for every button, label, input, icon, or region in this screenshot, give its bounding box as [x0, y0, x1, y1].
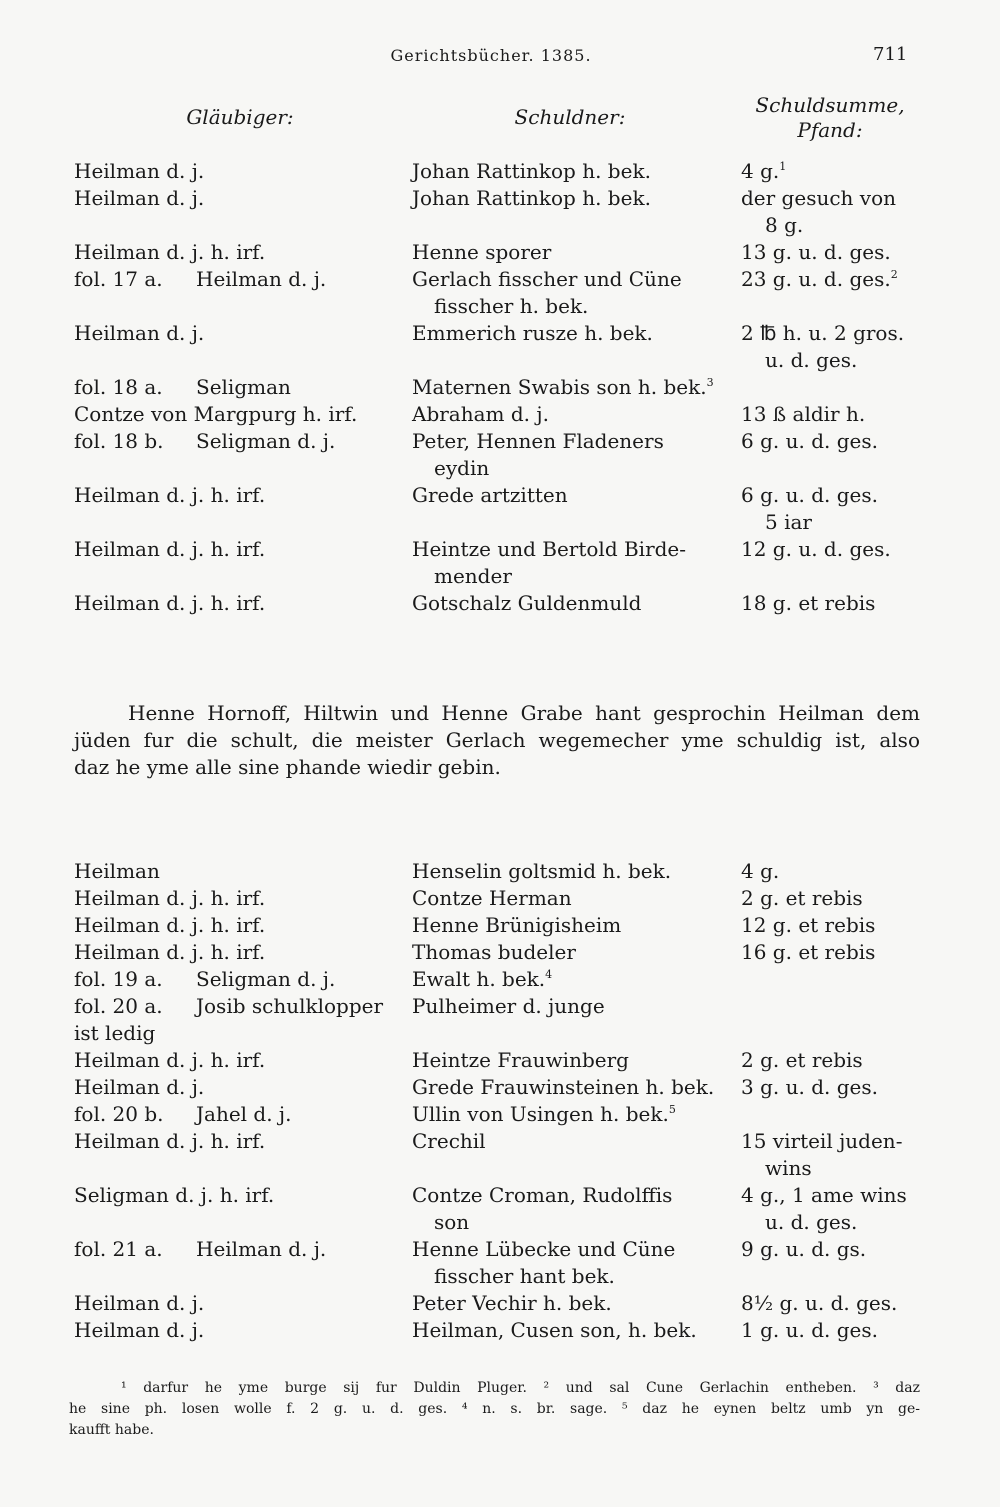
creditor-cell	[74, 1128, 404, 1155]
creditor-text: Heilman d. j. h. irf.	[74, 591, 266, 615]
table-row	[0, 1290, 1000, 1317]
debtor-text: Peter, Hennen Fladeners	[412, 429, 664, 453]
column-head-schuldsumme-line1: Schuldsumme,	[755, 93, 905, 117]
debtor-text: son	[434, 1210, 470, 1234]
amount-cell	[741, 885, 941, 912]
footnote-marker: 1	[779, 160, 787, 173]
debtor-cell	[412, 993, 732, 1020]
amount-cell	[741, 1047, 941, 1074]
debtor-text: Johan Rattinkop h. bek.	[412, 159, 651, 183]
creditor-cell	[74, 482, 404, 509]
table-row	[0, 1317, 1000, 1344]
table-row	[0, 158, 1000, 185]
folio-reference: fol. 20 a.	[74, 994, 163, 1018]
amount-cell	[741, 1074, 941, 1101]
amount-cell	[741, 939, 941, 966]
folio-reference: fol. 18 b.	[74, 429, 164, 453]
amount-cell	[741, 536, 941, 563]
debtor-cell	[412, 1182, 732, 1236]
debtor-text: Henne sporer	[412, 240, 552, 264]
creditor-text: Josib schulklopper	[196, 994, 384, 1018]
creditor-text: Seligman	[196, 375, 291, 399]
debtor-text: Ewalt h. bek.	[412, 967, 546, 991]
footnote-line: kaufft habe.	[69, 1422, 154, 1438]
creditor-cell	[74, 536, 404, 563]
debtor-text: fisscher h. bek.	[434, 294, 589, 318]
debtor-text: Maternen Swabis son h. bek.	[412, 375, 707, 399]
amount-cell	[741, 1290, 941, 1317]
creditor-text: Heilman d. j.	[196, 267, 327, 291]
debtor-text: Emmerich rusze h. bek.	[412, 321, 653, 345]
ledger-table-2	[0, 858, 1000, 1344]
debtor-cell	[412, 1047, 732, 1074]
creditor-text: Heilman d. j. h. irf.	[74, 240, 266, 264]
debtor-text: Henne Lübecke und Cüne	[412, 1237, 676, 1261]
creditor-text: Heilman d. j. h. irf.	[74, 913, 266, 937]
paragraph-line: daz he yme alle sine phande wiedir gebin.	[74, 755, 501, 779]
debtor-text: Gotschalz Guldenmuld	[412, 591, 642, 615]
table-row	[0, 1074, 1000, 1101]
court-entry-paragraph	[74, 700, 920, 781]
table-row	[0, 1101, 1000, 1128]
footnotes	[69, 1378, 920, 1441]
debtor-cell	[412, 401, 732, 428]
creditor-text: Jahel d. j.	[196, 1102, 292, 1126]
folio-reference: fol. 19 a.	[74, 967, 163, 991]
creditor-cell	[74, 266, 404, 293]
debtor-text: Pulheimer d. junge	[412, 994, 605, 1018]
creditor-cell	[74, 885, 404, 912]
creditor-cell	[74, 939, 404, 966]
creditor-text: Heilman d. j.	[74, 1075, 205, 1099]
amount-cell	[741, 185, 941, 239]
debtor-text: fisscher hant bek.	[434, 1264, 615, 1288]
table-row	[0, 1128, 1000, 1182]
table-row	[0, 482, 1000, 536]
amount-text: 1 g. u. d. ges.	[741, 1318, 878, 1342]
footnote-marker: 2	[890, 268, 898, 281]
table-row	[0, 1182, 1000, 1236]
debtor-cell	[412, 158, 732, 185]
table-row	[0, 266, 1000, 320]
table-row	[0, 590, 1000, 617]
amount-text: 13 g. u. d. ges.	[741, 240, 891, 264]
amount-cell	[741, 482, 941, 536]
table-row	[0, 320, 1000, 374]
folio-reference: fol. 18 a.	[74, 375, 163, 399]
debtor-cell	[412, 185, 732, 212]
creditor-text: Heilman d. j.	[74, 1318, 205, 1342]
amount-text: 13 ß aldir h.	[741, 402, 866, 426]
amount-cell	[741, 1317, 941, 1344]
debtor-text: Heilman, Cusen son, h. bek.	[412, 1318, 697, 1342]
creditor-text: Seligman d. j.	[196, 429, 336, 453]
amount-text: 6 g. u. d. ges.	[741, 429, 878, 453]
table-row	[0, 885, 1000, 912]
amount-cell	[741, 266, 941, 293]
creditor-cell	[74, 401, 404, 428]
debtor-cell	[412, 428, 732, 482]
amount-cell	[741, 401, 941, 428]
amount-text: 5 iar	[765, 510, 812, 534]
creditor-text: Heilman d. j. h. irf.	[74, 1048, 266, 1072]
amount-cell	[741, 1128, 941, 1182]
creditor-cell	[74, 374, 404, 401]
table-row	[0, 939, 1000, 966]
amount-text: 4 g.	[741, 859, 780, 883]
debtor-text: Henselin goltsmid h. bek.	[412, 859, 672, 883]
ledger-table-1	[0, 158, 1000, 617]
debtor-text: Heintze und Bertold Birde-	[412, 537, 687, 561]
creditor-cell	[74, 1236, 404, 1263]
table-row	[0, 536, 1000, 590]
column-head-schuldsumme	[730, 93, 930, 143]
amount-text: 8 g.	[765, 213, 804, 237]
footnote-marker: 3	[706, 376, 714, 389]
debtor-text: eydin	[434, 456, 490, 480]
running-title: Gerichtsbücher. 1385.	[390, 46, 592, 65]
amount-text: wins	[765, 1156, 812, 1180]
debtor-cell	[412, 966, 732, 993]
debtor-cell	[412, 858, 732, 885]
creditor-text: Seligman d. j.	[196, 967, 336, 991]
table-row	[0, 993, 1000, 1047]
table-row	[0, 239, 1000, 266]
table-row	[0, 912, 1000, 939]
amount-text: 3 g. u. d. ges.	[741, 1075, 878, 1099]
page-number: 711	[873, 44, 908, 65]
amount-text: 4 g.	[741, 159, 780, 183]
creditor-cell	[74, 158, 404, 185]
amount-text: 6 g. u. d. ges.	[741, 483, 878, 507]
amount-text: 12 g. u. d. ges.	[741, 537, 891, 561]
debtor-cell	[412, 320, 732, 347]
amount-cell	[741, 912, 941, 939]
amount-text: 2 ℔ h. u. 2 gros.	[741, 321, 905, 345]
table-row	[0, 858, 1000, 885]
folio-reference: fol. 17 a.	[74, 267, 163, 291]
creditor-text: Heilman d. j. h. irf.	[74, 940, 266, 964]
debtor-cell	[412, 482, 732, 509]
creditor-text: Heilman d. j.	[74, 1291, 205, 1315]
debtor-cell	[412, 885, 732, 912]
column-head-glaeubiger: Gläubiger:	[186, 105, 294, 129]
creditor-text: Heilman d. j. h. irf.	[74, 886, 266, 910]
amount-text: 23 g. u. d. ges.	[741, 267, 891, 291]
creditor-cell	[74, 185, 404, 212]
debtor-text: Johan Rattinkop h. bek.	[412, 186, 651, 210]
table-row	[0, 1236, 1000, 1290]
creditor-cell	[74, 1047, 404, 1074]
debtor-text: Ullin von Usingen h. bek.	[412, 1102, 669, 1126]
debtor-cell	[412, 590, 732, 617]
footnote-line: ¹ darfur he yme burge sij fur Duldin Pluger. ² und sal Cune Gerlachin entheben. ³ daz	[121, 1380, 920, 1396]
debtor-cell	[412, 1236, 732, 1290]
debtor-cell	[412, 266, 732, 320]
debtor-text: Heintze Frauwinberg	[412, 1048, 629, 1072]
creditor-cell	[74, 993, 404, 1047]
amount-text: 9 g. u. d. gs.	[741, 1237, 867, 1261]
debtor-text: Gerlach fisscher und Cüne	[412, 267, 682, 291]
debtor-cell	[412, 374, 732, 401]
table-row	[0, 401, 1000, 428]
debtor-cell	[412, 1074, 732, 1101]
creditor-text: Heilman d. j. h. irf.	[74, 537, 266, 561]
creditor-cell	[74, 428, 404, 455]
amount-text: 8½ g. u. d. ges.	[741, 1291, 898, 1315]
amount-text: 2 g. et rebis	[741, 886, 863, 910]
creditor-cell	[74, 1182, 404, 1209]
creditor-text: Heilman d. j.	[74, 159, 205, 183]
amount-cell	[741, 590, 941, 617]
creditor-cell	[74, 1290, 404, 1317]
creditor-text: Heilman	[74, 859, 160, 883]
debtor-cell	[412, 1101, 732, 1128]
creditor-cell	[74, 239, 404, 266]
amount-cell	[741, 428, 941, 455]
debtor-text: Contze Herman	[412, 886, 572, 910]
debtor-text: Abraham d. j.	[412, 402, 549, 426]
debtor-cell	[412, 1128, 732, 1155]
creditor-text: Heilman d. j.	[196, 1237, 327, 1261]
table-row	[0, 185, 1000, 239]
amount-text: der gesuch von	[741, 186, 896, 210]
debtor-text: Contze Croman, Rudolffis	[412, 1183, 673, 1207]
amount-cell	[741, 1182, 941, 1236]
creditor-cell	[74, 320, 404, 347]
footnote-marker: 4	[545, 968, 553, 981]
amount-text: 16 g. et rebis	[741, 940, 876, 964]
amount-cell	[741, 320, 941, 374]
paragraph-line: Henne Hornoff, Hiltwin und Henne Grabe hant gesprochin Heilman dem	[128, 701, 920, 725]
debtor-cell	[412, 239, 732, 266]
debtor-text: Peter Vechir h. bek.	[412, 1291, 612, 1315]
debtor-text: Thomas budeler	[412, 940, 576, 964]
debtor-text: mender	[434, 564, 512, 588]
amount-cell	[741, 858, 941, 885]
debtor-cell	[412, 536, 732, 590]
creditor-text: Heilman d. j.	[74, 321, 205, 345]
creditor-text: Heilman d. j.	[74, 186, 205, 210]
amount-text: u. d. ges.	[765, 1210, 858, 1234]
amount-cell	[741, 239, 941, 266]
debtor-text: Grede artzitten	[412, 483, 568, 507]
debtor-text: Henne Brünigisheim	[412, 913, 622, 937]
amount-text: u. d. ges.	[765, 348, 858, 372]
paragraph-line: jüden fur die schult, die meister Gerlach wegemecher yme schuldig ist, also	[74, 728, 920, 752]
table-row	[0, 966, 1000, 993]
amount-cell	[741, 1236, 941, 1263]
debtor-cell	[412, 1290, 732, 1317]
creditor-cell	[74, 912, 404, 939]
amount-cell	[741, 158, 941, 185]
amount-text: 12 g. et rebis	[741, 913, 876, 937]
creditor-text: Heilman d. j. h. irf.	[74, 483, 266, 507]
creditor-cell	[74, 858, 404, 885]
folio-reference: fol. 20 b.	[74, 1102, 164, 1126]
amount-text: 18 g. et rebis	[741, 591, 876, 615]
table-row	[0, 1047, 1000, 1074]
creditor-cell	[74, 1317, 404, 1344]
column-head-schuldsumme-line2: Pfand:	[797, 118, 863, 142]
debtor-cell	[412, 912, 732, 939]
amount-text: 4 g., 1 ame wins	[741, 1183, 907, 1207]
table-row	[0, 374, 1000, 401]
column-head-schuldner: Schuldner:	[514, 105, 626, 129]
creditor-cell	[74, 1101, 404, 1128]
amount-text: 2 g. et rebis	[741, 1048, 863, 1072]
creditor-cell	[74, 966, 404, 993]
debtor-text: Crechil	[412, 1129, 486, 1153]
table-row	[0, 428, 1000, 482]
debtor-cell	[412, 1317, 732, 1344]
creditor-cell	[74, 590, 404, 617]
debtor-cell	[412, 939, 732, 966]
creditor-cell	[74, 1074, 404, 1101]
amount-text: 15 virteil juden-	[741, 1129, 903, 1153]
footnote-line: he sine ph. losen wolle f. 2 g. u. d. ges. ⁴ n. s. br. sage. ⁵ daz he eynen beltz umb yn ge-	[69, 1401, 920, 1417]
debtor-text: Grede Frauwinsteinen h. bek.	[412, 1075, 715, 1099]
footnote-marker: 5	[668, 1103, 676, 1116]
creditor-text: Heilman d. j. h. irf.	[74, 1129, 266, 1153]
creditor-text: ist ledig	[74, 1021, 156, 1045]
folio-reference: fol. 21 a.	[74, 1237, 163, 1261]
creditor-text: Seligman d. j. h. irf.	[74, 1183, 275, 1207]
creditor-text: Contze von Margpurg h. irf.	[74, 402, 358, 426]
